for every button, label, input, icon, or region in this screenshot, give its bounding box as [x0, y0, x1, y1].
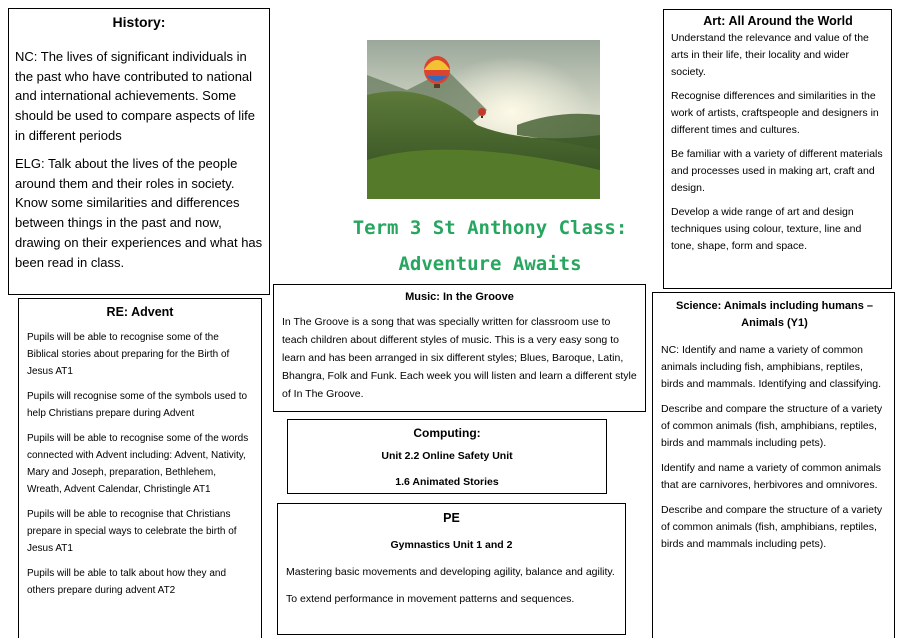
- history-nc-text: NC: The lives of significant individuals in the past who have contributed to national and international achievements. Some should be used to compare aspects of life in different periods: [15, 48, 255, 143]
- class-heading: [320, 214, 660, 278]
- music-text: In The Groove is a song that was specially written for classroom use to teach children about different styles of music. This is a very easy song to learn and has been arranged in six different styles; Blues, Baroque, Latin, Bhangra, Folk and Funk. Each week you will listen and learn a different style of In The Groove.: [282, 316, 637, 400]
- pe-title: PE: [443, 511, 460, 525]
- pe-box: [277, 503, 626, 635]
- computing-title: Computing:: [413, 426, 481, 440]
- re-box: [18, 298, 262, 638]
- history-elg-text: ELG: Talk about the lives of the people around them and their roles in society. Know some similarities and differences between things in the past and now, drawing on their experiences and what has been read in class.: [15, 155, 263, 270]
- science-title: Science: Animals including humans – Animals (Y1): [675, 300, 874, 329]
- pe-text-1: Mastering basic movements and developing agility, balance and agility.: [286, 566, 615, 578]
- history-title: History:: [112, 14, 166, 30]
- art-box: [663, 9, 892, 289]
- art-text-1: Understand the relevance and value of the arts in their life, their locality and wider society.: [671, 32, 869, 78]
- class-heading-line1: Term 3 St Anthony Class:: [352, 217, 628, 239]
- pe-text-2: To extend performance in movement patterns and sequences.: [286, 593, 575, 605]
- computing-box: [287, 419, 607, 494]
- class-heading-line2: Adventure Awaits: [398, 253, 582, 275]
- music-title: Music: In the Groove: [405, 291, 514, 303]
- science-text-2: Describe and compare the structure of a variety of common animals (fish, amphibians, reptiles, birds and mammals including pets).: [661, 403, 883, 449]
- science-box: [652, 292, 895, 638]
- science-text-4: Describe and compare the structure of a variety of common animals (fish, amphibians, reptiles, birds and mammals including pets).: [661, 504, 883, 550]
- science-text-1: NC: Identify and name a variety of common animals including fish, amphibians, reptiles, birds and mammals. Identifying and classifying.: [661, 344, 882, 390]
- computing-unit: Unit 2.2 Online Safety Unit: [381, 450, 513, 462]
- computing-sub: 1.6 Animated Stories: [395, 476, 499, 488]
- re-text-2: Pupils will recognise some of the symbols used to help Christians prepare during Advent: [27, 391, 248, 419]
- re-title: RE: Advent: [106, 305, 174, 319]
- re-text-5: Pupils will be able to talk about how they and others prepare during advent AT2: [27, 568, 227, 596]
- hot-air-balloon-landscape-image: [367, 40, 600, 199]
- re-text-1: Pupils will be able to recognise some of the Biblical stories about preparing for the Birth of Jesus AT1: [27, 332, 230, 377]
- art-title: Art: All Around the World: [703, 14, 853, 28]
- pe-unit: Gymnastics Unit 1 and 2: [390, 539, 513, 551]
- history-box: [8, 8, 270, 295]
- science-text-3: Identify and name a variety of common animals that are carnivores, herbivores and omnivores.: [661, 462, 882, 491]
- art-text-2: Recognise differences and similarities in the work of artists, craftspeople and designers in different times and cultures.: [671, 90, 879, 136]
- re-text-4: Pupils will be able to recognise that Christians prepare in special ways to celebrate the birth of Jesus AT1: [27, 509, 237, 554]
- art-text-4: Develop a wide range of art and design techniques using colour, texture, line and tone, shape, form and space.: [671, 206, 862, 252]
- art-text-3: Be familiar with a variety of different materials and processes used in making art, craft and design.: [671, 148, 883, 194]
- re-text-3: Pupils will be able to recognise some of the words connected with Advent including: Advent, Nativity, Mary and Joseph, preparation, Bethlehem, Wreath, Advent Calendar, Christingle AT1: [27, 433, 249, 495]
- music-box: [273, 284, 646, 412]
